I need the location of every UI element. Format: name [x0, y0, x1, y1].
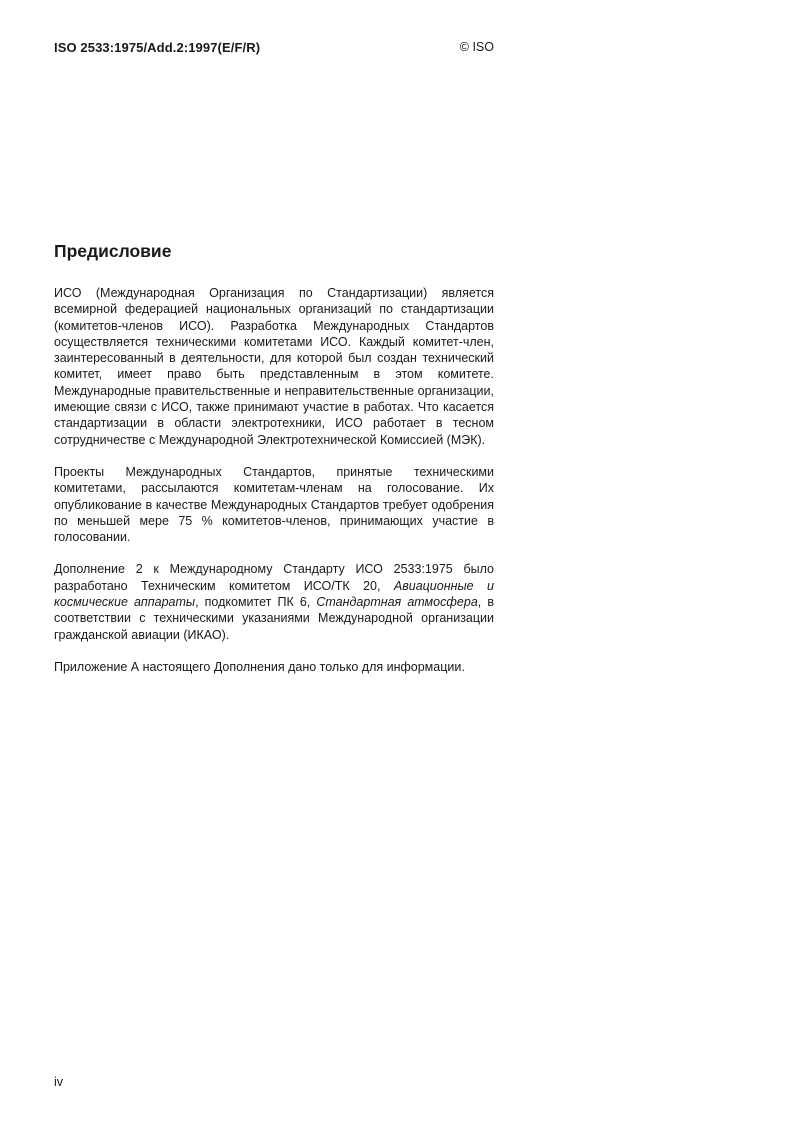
copyright-notice: © ISO — [459, 40, 494, 54]
paragraph-voting: Проекты Международных Стандартов, принятые техническими комитетами, рассылаются комитетам-членам на голосование. Их опубликование в качестве Международных Стандартов требует одобрения по меньшей мере 75 % комитетов-членов, принимающих участие в голосовании. — [54, 464, 494, 545]
amendment-text-1: Дополнение 2 к Международному Стандарту ИСО 2533:1975 было разработано Техническим комитетом ИСО/ТК 20, — [54, 562, 494, 593]
amendment-committee-title: Авиационные и космические аппараты — [54, 578, 494, 610]
paragraph-annex-note: Приложение А настоящего Дополнения дано только для информации. — [54, 659, 465, 674]
section-title: Предисловие — [54, 241, 172, 261]
standard-reference: ISO 2533:1975/Add.2:1997(E/F/R) — [54, 40, 261, 55]
foreword-body — [54, 285, 494, 691]
amendment-text-2: , подкомитет ПК 6, — [195, 595, 317, 610]
paragraph-amendment — [54, 561, 494, 642]
paragraph-iso-intro: ИСО (Международная Организация по Стандартизации) является всемирной федерацией национальных организаций по стандартизации (комитетов-членов ИСО). Разработка Международных Стандартов осуществляется техническими комитетами ИСО. Каждый комитет-член, заинтересованный в деятельности, для которой был создан технический комитет, имеет право быть представленным в этом комитете. Международные правительственные и неправительственные организации, имеющие связи с ИСО, также принимают участие в работах. Что касается стандартизации в области электротехники, ИСО работает в тесном сотрудничестве с Международной Электротехнической Комиссией (МЭК). — [54, 286, 494, 447]
amendment-text-3: , в соответствии с техническими указаниями Международной организации гражданской авиации (ИКАО). — [54, 595, 494, 642]
amendment-subcommittee-title: Стандартная атмосфера — [316, 595, 478, 610]
page-header — [54, 40, 494, 60]
page-number: iv — [54, 1075, 64, 1089]
